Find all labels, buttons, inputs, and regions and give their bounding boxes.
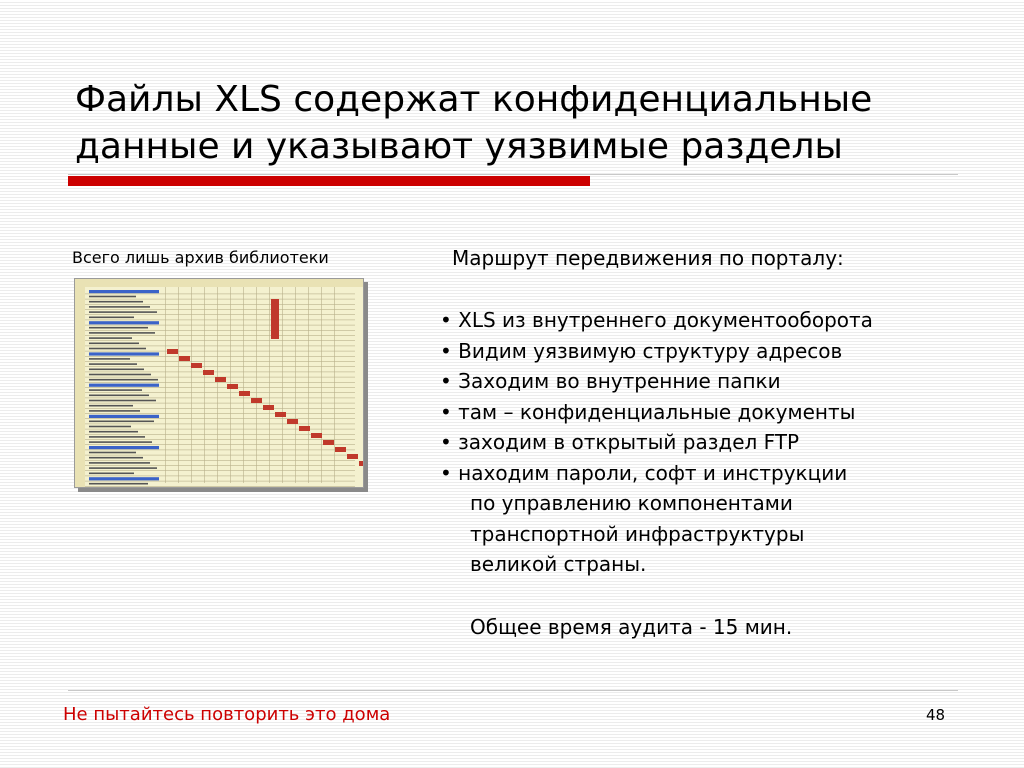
sheet-grid-line — [85, 460, 355, 461]
sheet-text-line — [89, 348, 146, 350]
sheet-highlight-cell — [215, 377, 226, 382]
sheet-column-line — [204, 287, 205, 483]
sheet-column-line — [321, 287, 322, 483]
sheet-grid-line — [85, 470, 355, 471]
sheet-text-line — [89, 337, 132, 339]
sheet-highlight-cell — [287, 419, 298, 424]
footer-warning: Не пытайтесь повторить это дома — [63, 704, 391, 725]
sheet-text-line — [89, 473, 134, 475]
sheet-highlight-cell — [203, 370, 214, 375]
sheet-highlight-cell — [299, 426, 310, 431]
title-underline — [68, 173, 958, 185]
sheet-highlight-cell — [335, 447, 346, 452]
sheet-grid-line — [85, 330, 355, 331]
sheet-section-label — [89, 446, 159, 449]
sheet-text-line — [89, 400, 156, 402]
bullet-continuation: транспортной инфраструктуры — [470, 521, 805, 546]
bullet-item: • находим пароли, софт и инструкции — [440, 460, 848, 485]
sheet-grid-line — [85, 455, 355, 456]
sheet-column-line — [269, 287, 270, 483]
sheet-column-line — [165, 287, 166, 483]
bullet-item: • заходим в открытый раздел FTP — [440, 430, 800, 454]
route-title: Маршрут передвижения по порталу: — [452, 246, 844, 270]
sheet-grid-line — [85, 387, 355, 388]
sheet-section-label — [89, 290, 159, 293]
sheet-section-label — [89, 415, 159, 418]
sheet-text-line — [89, 462, 150, 464]
sheet-grid-line — [85, 408, 355, 409]
sheet-column-line — [178, 287, 179, 483]
sheet-highlight-cell — [323, 440, 334, 445]
sheet-grid-line — [85, 335, 355, 336]
sheet-grid-line — [85, 418, 355, 419]
sheet-grid-line — [85, 382, 355, 383]
sheet-highlight-cell — [359, 461, 363, 466]
sheet-text-line — [89, 301, 143, 303]
sheet-highlight-cell — [263, 405, 274, 410]
sheet-text-line — [89, 452, 136, 454]
sheet-text-line — [89, 317, 134, 319]
sheet-highlight-cell — [179, 356, 190, 361]
sheet-grid-line — [85, 481, 355, 482]
sheet-highlight-cell — [227, 384, 238, 389]
sheet-grid-line — [85, 346, 355, 347]
sheet-grid-line — [85, 465, 355, 466]
sheet-highlight-cell — [347, 454, 358, 459]
sheet-text-line — [89, 467, 157, 469]
sheet-column-line — [217, 287, 218, 483]
thumbnail-caption: Всего лишь архив библиотеки — [72, 248, 329, 267]
sheet-text-line — [89, 405, 133, 407]
title-line-1: Файлы XLS содержат конфиденциальные — [75, 79, 873, 120]
sheet-column-line — [295, 287, 296, 483]
sheet-column-line — [256, 287, 257, 483]
sheet-grid-line — [85, 424, 355, 425]
title-red-bar — [68, 176, 590, 186]
bullet-item: • Заходим во внутренние папки — [440, 369, 781, 393]
page-number: 48 — [926, 706, 946, 724]
sheet-text-line — [89, 358, 130, 360]
bullet-list — [440, 305, 873, 580]
sheet-highlight-cell — [275, 412, 286, 417]
sheet-section-label — [89, 321, 159, 324]
sheet-grid-line — [85, 299, 355, 300]
sheet-grid-line — [85, 450, 355, 451]
title-divider-line — [68, 174, 958, 175]
sheet-grid-line — [85, 372, 355, 373]
slide-title — [75, 76, 975, 170]
sheet-highlight-cell — [167, 349, 178, 354]
sheet-text-line — [89, 483, 148, 485]
sheet-text-line — [89, 441, 152, 443]
sheet-text-line — [89, 389, 142, 391]
sheet-text-line — [89, 379, 158, 381]
sheet-text-line — [89, 296, 136, 298]
bullet-continuation: великой страны. — [470, 552, 647, 576]
sheet-column-line — [334, 287, 335, 483]
bullet-item: • Видим уязвимую структуру адресов — [440, 338, 843, 363]
sheet-highlight-cell — [311, 433, 322, 438]
sheet-column-line — [191, 287, 192, 483]
sheet-text-line — [89, 426, 131, 428]
sheet-grid-line — [85, 476, 355, 477]
sheet-grid-line — [85, 486, 355, 487]
sheet-grid-line — [85, 392, 355, 393]
sheet-grid-line — [85, 361, 355, 362]
sheet-highlight-cell — [271, 299, 279, 339]
sheet-grid-line — [85, 314, 355, 315]
sheet-highlight-cell — [239, 391, 250, 396]
sheet-grid-line — [85, 439, 355, 440]
sheet-text-line — [89, 332, 155, 334]
sheet-grid-line — [85, 325, 355, 326]
sheet-column-line — [282, 287, 283, 483]
sheet-grid-line — [85, 398, 355, 399]
sheet-grid-line — [85, 429, 355, 430]
sheet-text-line — [89, 421, 154, 423]
sheet-text-line — [89, 311, 157, 313]
sheet-text-line — [89, 436, 145, 438]
spreadsheet-image — [75, 279, 363, 487]
sheet-text-line — [89, 327, 148, 329]
sheet-highlight-cell — [191, 363, 202, 368]
spreadsheet-thumbnail — [74, 278, 364, 488]
sheet-grid-line — [85, 340, 355, 341]
sheet-text-line — [89, 343, 139, 345]
sheet-grid-line — [85, 356, 355, 357]
sheet-text-line — [89, 410, 140, 412]
bullet-continuation: по управлению компонентами — [470, 491, 793, 515]
sheet-grid-line — [85, 366, 355, 367]
sheet-column-line — [308, 287, 309, 483]
sheet-text-line — [89, 374, 151, 376]
sheet-column-header — [75, 279, 363, 287]
sheet-section-label — [89, 352, 159, 355]
sheet-grid-line — [85, 320, 355, 321]
sheet-text-line — [89, 363, 137, 365]
title-line-2: данные и указывают уязвимые разделы — [75, 126, 843, 167]
sheet-highlight-cell — [251, 398, 262, 403]
sheet-column-line — [243, 287, 244, 483]
sheet-row-header — [75, 279, 85, 487]
sheet-text-line — [89, 431, 138, 433]
sheet-background — [75, 279, 363, 487]
sheet-grid-line — [85, 351, 355, 352]
audit-total-time: Общее время аудита - 15 мин. — [470, 615, 793, 639]
sheet-grid-line — [85, 304, 355, 305]
sheet-text-line — [89, 457, 143, 459]
sheet-grid-line — [85, 444, 355, 445]
sheet-text-line — [89, 395, 149, 397]
sheet-grid-line — [85, 294, 355, 295]
bullet-item: • XLS из внутреннего документооборота — [440, 308, 873, 332]
sheet-grid-line — [85, 413, 355, 414]
sheet-grid-line — [85, 309, 355, 310]
sheet-text-line — [89, 306, 150, 308]
sheet-section-label — [89, 384, 159, 387]
bullet-item: • там – конфиденциальные документы — [440, 399, 856, 424]
sheet-text-line — [89, 369, 144, 371]
footer-divider — [68, 690, 958, 691]
sheet-section-label — [89, 477, 159, 480]
sheet-grid-line — [85, 403, 355, 404]
